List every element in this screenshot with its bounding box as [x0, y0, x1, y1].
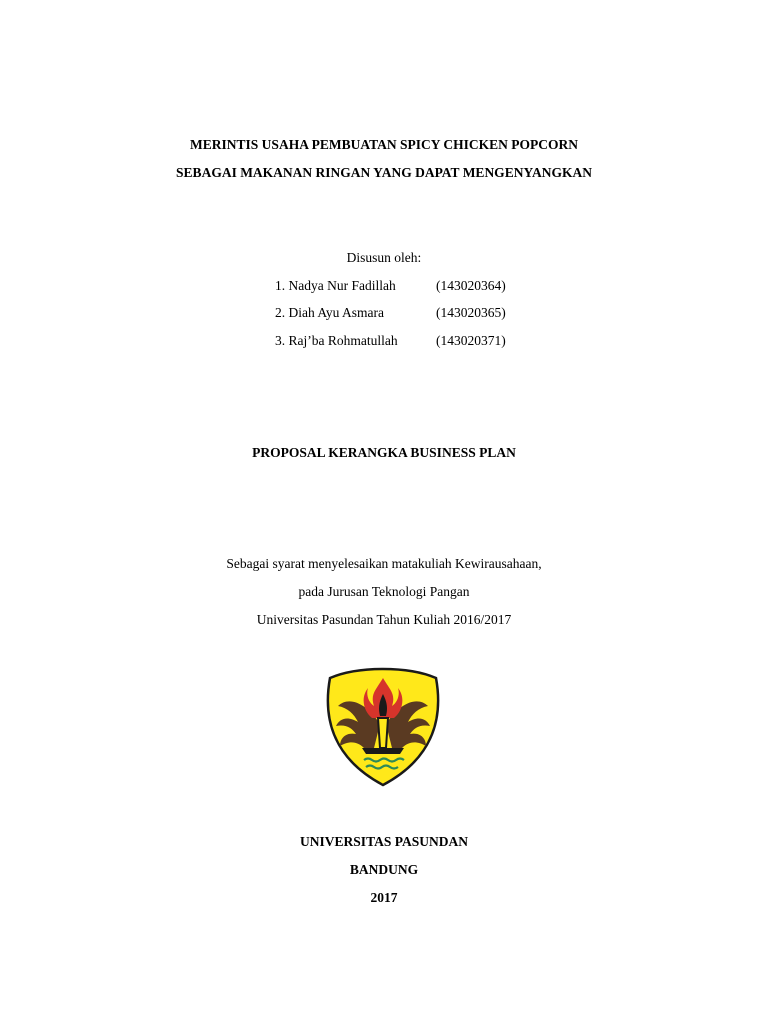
title-line-1: MERINTIS USAHA PEMBUATAN SPICY CHICKEN POPCORN: [190, 137, 578, 152]
purpose-line-3: Universitas Pasundan Tahun Kuliah 2016/2017: [256, 612, 512, 627]
footer-institution: UNIVERSITAS PASUNDAN: [300, 834, 468, 849]
author-id: (143020365): [436, 305, 506, 320]
title-line-2: SEBAGAI MAKANAN RINGAN YANG DAPAT MENGENYANGKAN: [176, 165, 592, 180]
authors-heading: Disusun oleh:: [346, 250, 422, 265]
author-id: (143020371): [436, 333, 506, 348]
torch-shape: [378, 718, 388, 748]
author-name: 3. Raj’ba Rohmatullah: [275, 333, 398, 348]
author-id: (143020364): [436, 278, 506, 293]
purpose-line-1: Sebagai syarat menyelesaikan matakuliah Kewirausahaan,: [226, 556, 542, 571]
author-name: 2. Diah Ayu Asmara: [275, 305, 384, 320]
proposal-title: PROPOSAL KERANGKA BUSINESS PLAN: [252, 445, 516, 460]
author-name: 1. Nadya Nur Fadillah: [275, 278, 396, 293]
purpose-line-2: pada Jurusan Teknologi Pangan: [298, 584, 470, 599]
university-emblem-logo: [318, 664, 448, 788]
footer-city: BANDUNG: [349, 862, 419, 877]
torch-base-shape: [362, 748, 404, 754]
footer-year: 2017: [370, 890, 398, 905]
